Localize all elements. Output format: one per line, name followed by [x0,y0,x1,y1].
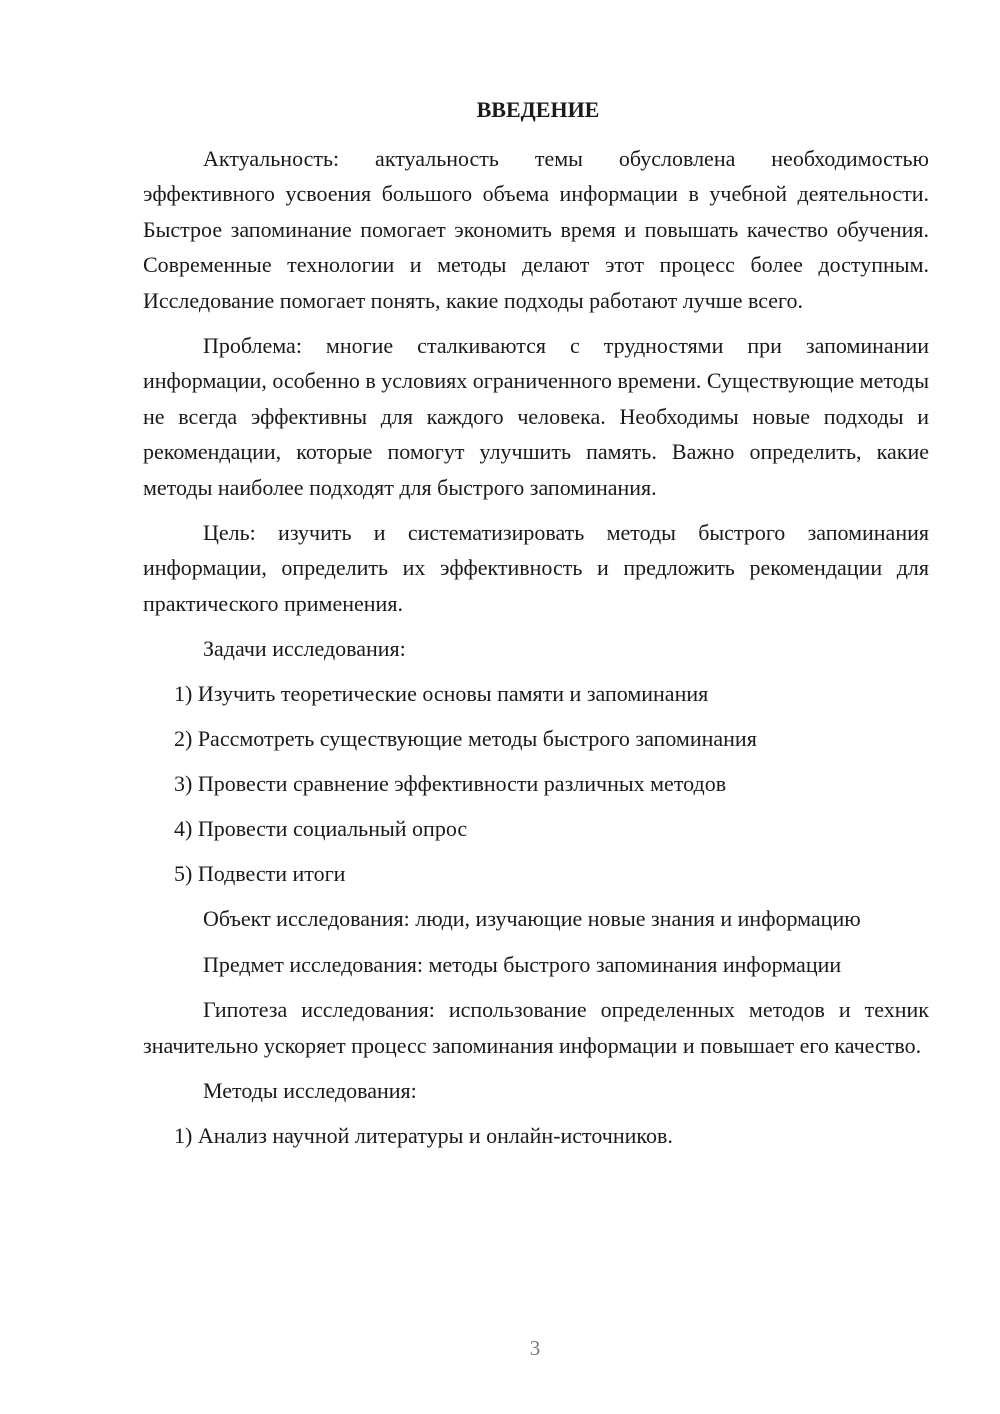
section-heading: ВВЕДЕНИЕ [476,97,600,122]
methods-label: Методы исследования: [203,1077,417,1103]
subject-paragraph: Предмет исследования: методы быстрого запоминания информации [203,951,842,977]
method-item-1: 1) Анализ научной литературы и онлайн-источников. [174,1122,673,1148]
task-item-2: 2) Рассмотреть существующие методы быстрого запоминания [174,726,757,752]
goal-paragraph: Цель: изучить и систематизировать методы быстрого запоминания информации, определить их эффективность и предложить рекомендации для практического применения. [143,520,929,616]
task-item-4: 4) Провести социальный опрос [174,816,468,842]
task-item-5: 5) Подвести итоги [174,861,346,887]
problem-paragraph: Проблема: многие сталкиваются с трудностями при запоминании информации, особенно в условиях ограниченного времени. Существующие методы не всегда эффективны для каждого человека. Необходимы новые подходы и рекомендации, которые помогут улучшить память. Важно определить, какие методы наиболее подходят для быстрого запоминания. [143,333,929,500]
document-page [143,92,929,1163]
tasks-label: Задачи исследования: [203,636,406,662]
page-number: 3 [529,1336,541,1360]
hypothesis-paragraph: Гипотеза исследования: использование определенных методов и техник значительно ускоряет процесс запоминания информации и повышает его качество. [143,997,929,1058]
object-paragraph: Объект исследования: люди, изучающие новые знания и информацию [203,906,861,932]
task-item-3: 3) Провести сравнение эффективности различных методов [174,771,727,797]
task-item-1: 1) Изучить теоретические основы памяти и запоминания [174,681,709,707]
relevance-paragraph: Актуальность: актуальность темы обусловлена необходимостью эффективного усвоения большого объема информации в учебной деятельности. Быстрое запоминание помогает экономить время и повышать качество обучения. Современные технологии и методы делают этот процесс более доступным. Исследование помогает понять, какие подходы работают лучше всего. [143,146,929,313]
